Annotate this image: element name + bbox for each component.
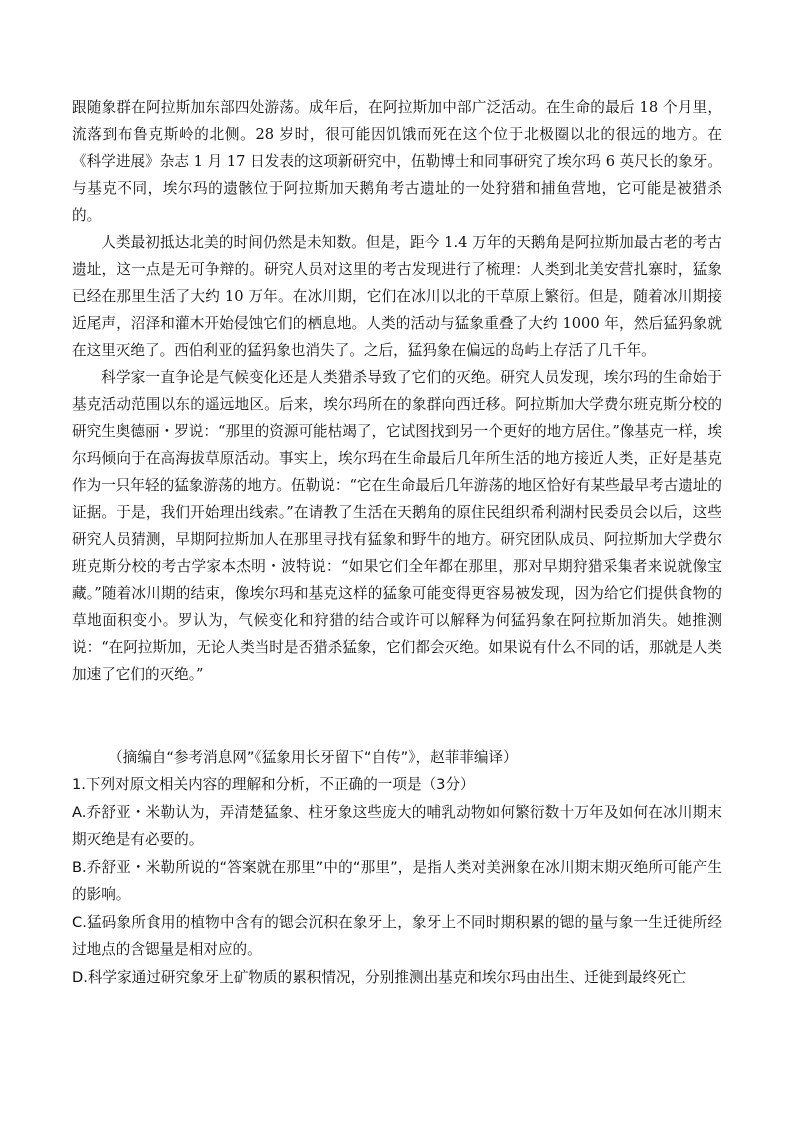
passage-paragraph-3: 科学家一直争论是气候变化还是人类猎杀导致了它们的灭绝。研究人员发现，埃尔玛的生命始于基克活动范围以东的遥远地区。后来，埃尔玛所在的象群向西迁移。阿拉斯加大学费尔班克斯分校的研究生奥德丽・罗说：“那里的资源可能枯竭了，它试图找到另一个更好的地方居住。”像基克一样，埃尔玛倾向于在高海拔草原活动。事实上，埃尔玛在生命最后几年所生活的地方接近人类，正好是基克作为一只年轻的猛象游荡的地方。伍勒说：“它在生命最后几年游荡的地区恰好有某些最早考古遗址的证据。于是，我们开始理出线索。”在请教了生活在天鹅角的原住民组织希利湖村民委员会以后，这些研究人员猜测，早期阿拉斯加人在那里寻找有猛象和野牛的地方。研究团队成员、阿拉斯加大学费尔班克斯分校的考古学家本杰明・波特说：“如果它们全年都在那里，那对早期狩猎采集者来说就像宝藏。”随着冰川期的结束，像埃尔玛和基克这样的猛象可能变得更容易被发现，因为给它们提供食物的草地面积变小。罗认为，气候变化和狩猎的结合或许可以解释为何猛犸象在阿拉斯加消失。她推测说：“在阿拉斯加，无论人类当时是否猎杀猛象，它们都会灭绝。如果说有什么不同的话，那就是人类加速了它们的灭绝。”	[72, 369, 722, 683]
question-1	[72, 771, 722, 991]
passage-paragraph-2: 人类最初抵达北美的时间仍然是未知数。但是，距今 1.4 万年的天鹅角是阿拉斯加最古老的考古遗址，这一点是无可争辩的。研究人员对这里的考古发现进行了梳理：人类到北美安营扎寨时，猛象已经在那里生活了大约 10 万年。在冰川期，它们在冰川以北的干草原上繁衍。但是，随着冰川期接近尾声，沼泽和灌木开始侵蚀它们的栖息地。人类的活动与猛象重叠了大约 1000 年，然后猛犸象就在这里灭绝了。西伯利亚的猛犸象也消失了。之后，猛犸象在偏远的岛屿上存活了几千年。	[72, 234, 722, 359]
option-d: D.科学家通过研究象牙上矿物质的累积情况，分别推测出基克和埃尔玛由出生、迁徙到最终死亡	[72, 968, 687, 986]
option-a: A.乔舒亚・米勒认为，弄清楚猛象、柱牙象这些庞大的哺乳动物如何繁衍数十万年及如何在冰川期末期灭绝是有必要的。	[72, 803, 722, 848]
option-c: C.猛码象所食用的植物中含有的锶会沉积在象牙上，象牙上不同时期积累的锶的量与象一生迁徙所经过地点的含锶量是相对应的。	[72, 913, 722, 958]
question-stem: 1.下列对原文相关内容的理解和分析，不正确的一项是（3分）	[72, 776, 475, 793]
source-citation: （摘编自“参考消息网”《猛象用长牙留下“自传”》，赵菲菲编译）	[108, 749, 518, 766]
reading-passage	[72, 94, 722, 688]
option-b: B.乔舒亚・米勒所说的“答案就在那里”中的“那里”，是指人类对美洲象在冰川期末期灭绝所可能产生的影响。	[72, 858, 722, 903]
passage-paragraph-1: 跟随象群在阿拉斯加东部四处游荡。成年后，在阿拉斯加中部广泛活动。在生命的最后 18 个月里，流落到布鲁克斯岭的北侧。28 岁时，很可能因饥饿而死在这个位于北极圈以北的很远的地方。在《科学进展》杂志 1 月 17 日发表的这项新研究中，伍勒博士和同事研究了埃尔玛 6 英尺长的象牙。与基克不同，埃尔玛的遗骸位于阿拉斯加天鹅角考古遗址的一处狩猎和捕鱼营地，它可能是被猎杀的。	[72, 99, 722, 224]
